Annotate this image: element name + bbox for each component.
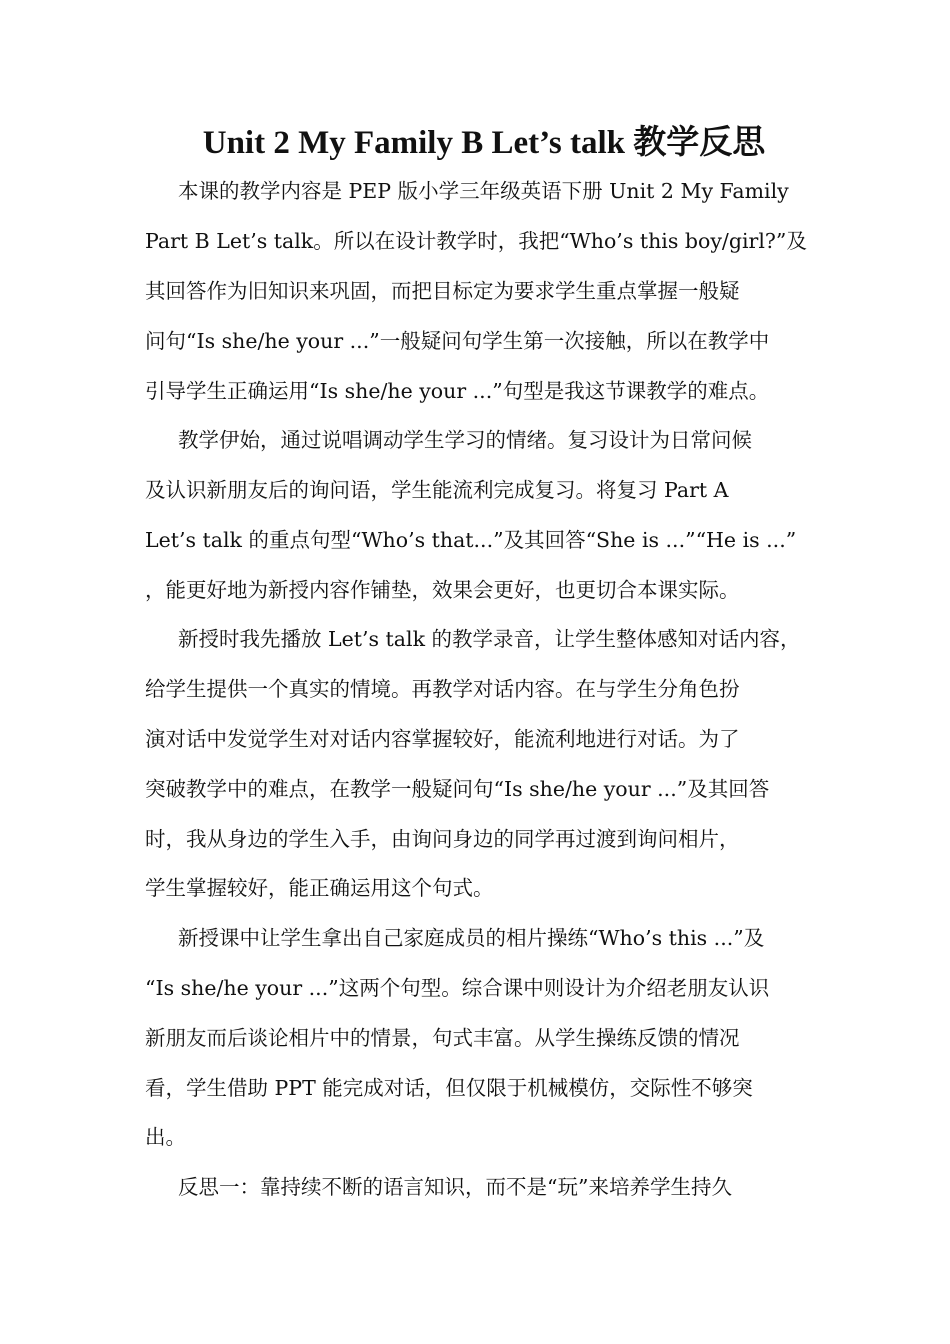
paragraph-line: 演对话中发觉学生对对话内容掌握较好，能流利地进行对话。为了	[145, 727, 740, 751]
paragraph-line: 突破教学中的难点，在教学一般疑问句“Is she/he your ...”及其回答	[145, 777, 770, 801]
paragraph-line: ，能更好地为新授内容作铺垫，效果会更好，也更切合本课实际。	[145, 578, 740, 602]
paragraph-line: 出。	[145, 1125, 186, 1149]
paragraph-line: 引导学生正确运用“Is she/he your ...”句型是我这节课教学的难点。	[145, 379, 770, 403]
paragraph-line: Part B Let’s talk。所以在设计教学时，我把“Who’s this boy/girl?”及	[145, 229, 807, 253]
page-title: Unit 2 My Family B Let’s talk 教学反思	[202, 125, 766, 161]
paragraph-line: 问句“Is she/he your ...”一般疑问句学生第一次接触，所以在教学中	[145, 329, 770, 353]
paragraph-line: Let’s talk 的重点句型“Who’s that...”及其回答“She is ...”“He is ...”	[145, 528, 797, 552]
paragraph-line: “Is she/he your ...”这两个句型。综合课中则设计为介绍老朋友认识	[145, 976, 770, 1000]
paragraph-line: 新授时我先播放 Let’s talk 的教学录音，让学生整体感知对话内容，	[178, 627, 801, 651]
paragraph-line: 本课的教学内容是 PEP 版小学三年级英语下册 Unit 2 My Family	[178, 179, 789, 203]
paragraph-line: 及认识新朋友后的询问语，学生能流利完成复习。将复习 Part A	[145, 478, 729, 502]
paragraph-line: 时，我从身边的学生入手，由询问身边的同学再过渡到询问相片，	[145, 827, 740, 851]
paragraph-line: 学生掌握较好，能正确运用这个句式。	[145, 876, 494, 900]
paragraph-line: 新授课中让学生拿出自己家庭成员的相片操练“Who’s this ...”及	[178, 926, 765, 950]
paragraph-line: 给学生提供一个真实的情境。再教学对话内容。在与学生分角色扮	[145, 677, 740, 701]
paragraph-line: 看，学生借助 PPT 能完成对话，但仅限于机械模仿，交际性不够突	[145, 1076, 753, 1100]
paragraph-line: 教学伊始，通过说唱调动学生学习的情绪。复习设计为日常问候	[178, 428, 752, 452]
paragraph-line: 新朋友而后谈论相片中的情景，句式丰富。从学生操练反馈的情况	[145, 1026, 740, 1050]
paragraph-line: 其回答作为旧知识来巩固，而把目标定为要求学生重点掌握一般疑	[145, 279, 740, 303]
paragraph-line: 反思一：靠持续不断的语言知识，而不是“玩”来培养学生持久	[178, 1175, 732, 1199]
